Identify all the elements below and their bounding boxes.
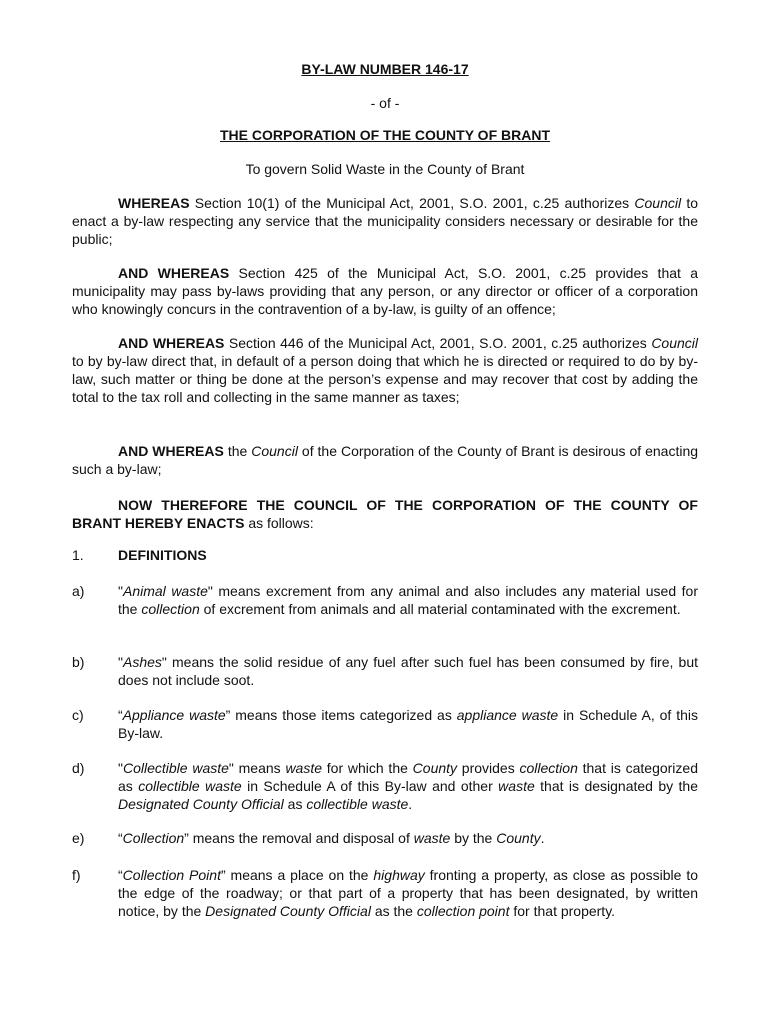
section-number: 1. (72, 547, 84, 563)
def-a-label: a) (72, 583, 85, 599)
whereas-paragraph-4: AND WHEREAS the Council of the Corporation of the County of Brant is desirous of enacting such a by-law; (72, 443, 699, 477)
def-c-text: “Appliance waste” means those items categorized as appliance waste in Schedule A, of this By-law. (118, 707, 699, 741)
whereas-paragraph-1: WHEREAS Section 10(1) of the Municipal Act, 2001, S.O. 2001, c.25 authorizes Council to enact a by-law respecting any service that the municipality considers necessary or desirable for the public; (72, 195, 698, 247)
def-b-label: b) (72, 654, 85, 670)
bylaw-purpose: To govern Solid Waste in the County of Brant (245, 161, 525, 177)
def-d-label: d) (72, 760, 85, 776)
whereas-paragraph-3: AND WHEREAS Section 446 of the Municipal Act, 2001, S.O. 2001, c.25 authorizes Council to by by-law direct that, in default of a person doing that which he is directed or required to do by by-law, such matter or thing be done at the person’s expense and may recover that cost by adding the total to the tax roll and collecting in the same manner as taxes; (72, 335, 699, 405)
def-f-label: f) (72, 867, 81, 883)
section-title: DEFINITIONS (118, 547, 207, 563)
def-a-text: "Animal waste" means excrement from any animal and also includes any material used for the collection of excrement from animals and all material contaminated with the excrement. (118, 583, 698, 617)
def-f-text: “Collection Point” means a place on the highway fronting a property, as close as possible to the edge of the roadway; or that part of a property that has been designated, by written notice, by the Designated County Official as the collection point for that property. (118, 867, 699, 919)
def-b-text: "Ashes" means the solid residue of any fuel after such fuel has been consumed by fire, but does not include soot. (118, 654, 698, 688)
bylaw-number: BY-LAW NUMBER 146-17 (301, 61, 469, 77)
def-e-label: e) (72, 830, 85, 846)
whereas-paragraph-2: AND WHEREAS Section 425 of the Municipal Act, S.O. 2001, c.25 provides that a municipality may pass by-laws providing that any person, or any director or officer of a corporation who knowingly concurs in the contravention of a by-law, is guilty of an offence; (72, 265, 698, 317)
enacts-paragraph: NOW THEREFORE THE COUNCIL OF THE CORPORATION OF THE COUNTY OF BRANT HEREBY ENACTS as follows: (72, 497, 698, 531)
of-line: - of - (370, 95, 400, 111)
def-d-text: "Collectible waste" means waste for which the County provides collection that is categorized as collectible waste in Schedule A of this By-law and other waste that is designated by the Designated County Official as collectible waste. (118, 760, 699, 812)
corporation-title: THE CORPORATION OF THE COUNTY OF BRANT (219, 127, 551, 143)
def-c-label: c) (72, 707, 84, 723)
def-e-text: “Collection” means the removal and disposal of waste by the County. (118, 830, 545, 846)
